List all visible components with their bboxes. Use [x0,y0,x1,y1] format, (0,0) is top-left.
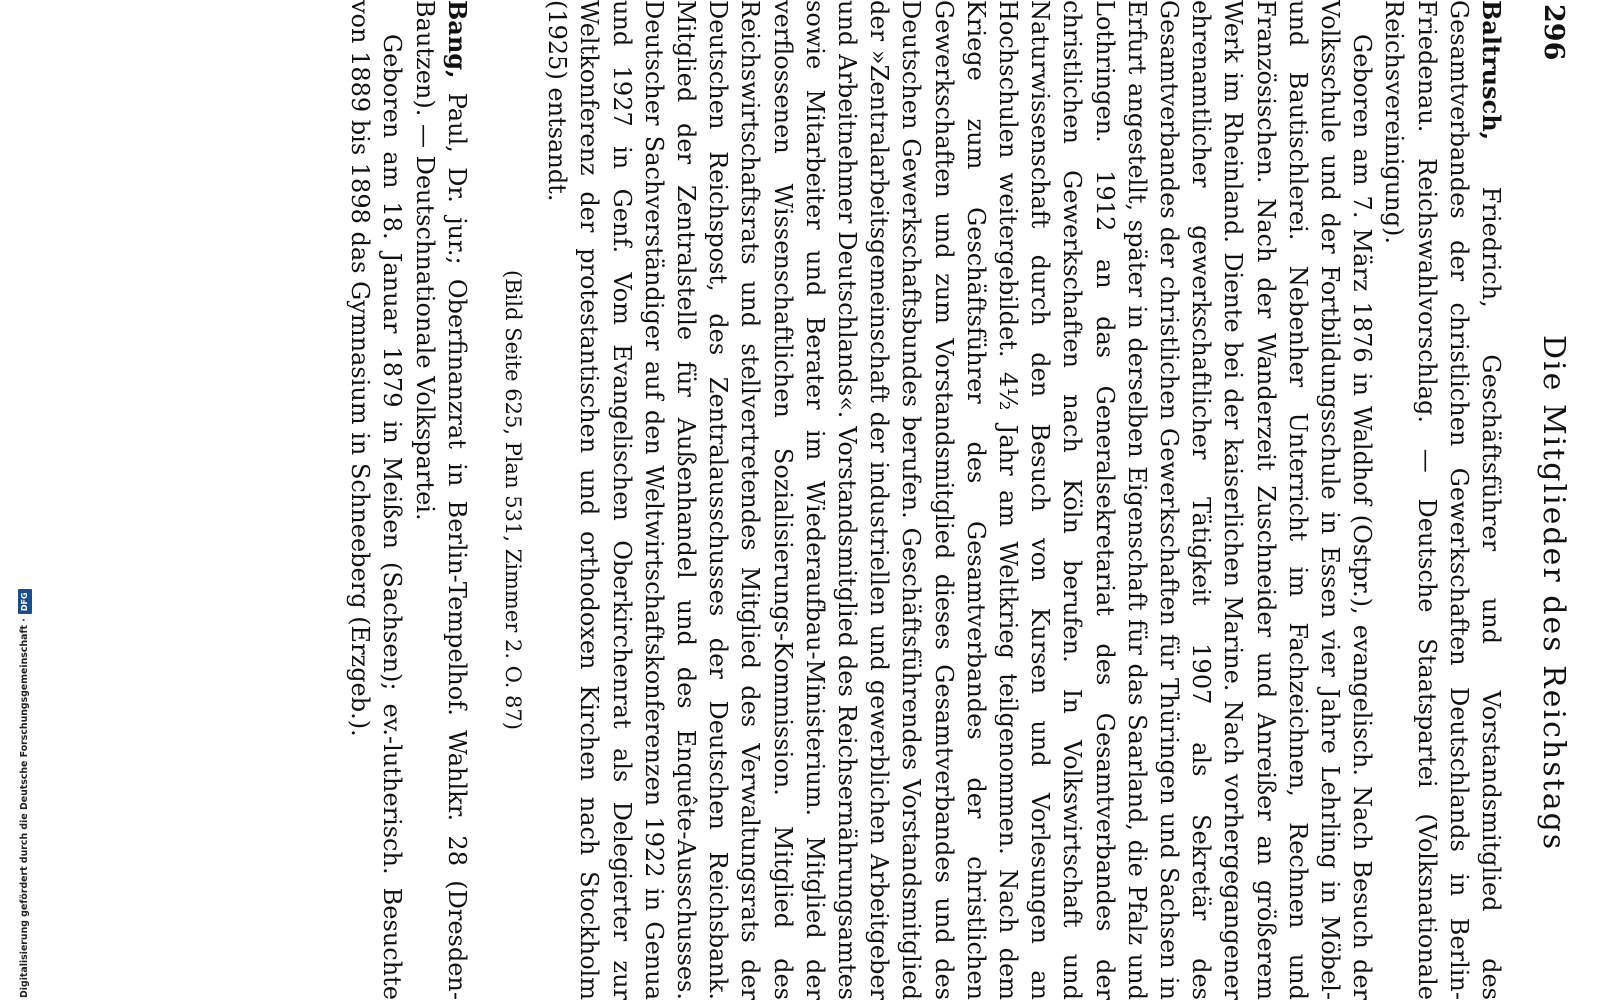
dfg-logo: DFG [18,589,32,614]
running-head [1527,0,1571,1000]
text-block [344,0,1507,1000]
digitization-sidebar [0,0,30,1000]
member-entry-baltrusch [499,0,1507,1000]
entry-header-text: Paul, Dr. jur.; Oberfinanzrat in Berlin-Tempelhof. Wahlkr. 28 (Dresden-Bautzen). — Deutschnationale Volkspartei. [410,0,471,1000]
entry-biography: Geboren am 18. Januar 1879 in Meißen (Sachsen); ev.-lutherisch. Besuchte von 1889 bis 1898 das Gymnasium in Schneeberg (Erzgeb.). [346,0,407,1000]
entry-header-text: Friedrich, Geschäftsführer und Vorstandsmitglied des Gesamtverbandes der christlichen Gewerkschaften Deutschlands in Berlin-Friedenau. Reichswahlvorschlag. — Deutsche Staatspartei (Volksnationale Reichsvereinigung). [1380,0,1505,1000]
entry-biography: Geboren am 7. März 1876 in Waldhof (Ostpr.), evangelisch. Nach Besuch der Volksschule und der Fortbildungsschule in Essen vier Jahre Lehrling in Möbel- und Bautischlerei. Nebenher Unterricht im Fachzeichnen, Rechnen und Französischen. Nach der Wanderzeit Zuschneider und Anreißer an größerem Werk im Rheinland. Diente bei der kaiserlichen Marine. Nach vorhergegangener ehrenamtlicher gewerkschaftlicher Tätigkeit 1907 als Sekretär des Gesamtverbandes der christlichen Gewerkschaften für Thüringen und Sachsen in Erfurt angestellt, später in derselben Eigenschaft für das Saarland, die Pfalz und Lothringen. 1912 an das Generalsekretariat des Gesamtverbandes der christlichen Gewerkschaften nach Köln berufen. In Volkswirtschaft und Naturwissenschaft durch den Besuch von Kursen und Vorlesungen an Hochschulen weitergebildet. 4½ Jahr am Weltkrieg teilgenommen. Nach dem Kriege zum Geschäftsführer des Gesamtverbandes der christlichen Gewerkschaften und zum Vorstandsmitglied dieses Gesamtverbandes und des Deutschen Gewerkschaftsbundes berufen. Geschäftsführendes Vorstandsmitglied der »Zentralarbeitsgemeinschaft der industriellen und gewerblichen Arbeitgeber und Arbeitnehmer Deutschlands«. Vorstandsmitglied des Reichsernährungsamtes sowie Mitarbeiter und Berater im Wiederaufbau-Ministerium. Mitglied der verflossenen Wissenschaftlichen Sozialisierungs-Kommission. Mitglied des Reichswirtschaftsrats und stellvertretendes Mitglied des Verwaltungsrats der Deutschen Reichspost, des Zentralausschusses der Deutschen Reichsbank. Mitglied der Zentralstelle für Außenhandel und des Enquête-Ausschusses. Deutscher Sachverständiger auf den Weltwirtschaftskonferenzen 1922 in Genua und 1927 in Genf. Vom Evangelischen Oberkirchenrat als Delegierter zur Weltkonferenz der protestantischen und orthodoxen Kirchen nach Stockholm (1925) entsandt. [543,0,1377,1000]
entry-surname: Bang, [442,0,472,79]
digitization-credit [18,578,32,998]
credit-text: Digitalisierung gefördert durch die Deutsche Forschungsgemeinschaft · [19,618,30,998]
picture-reference: (Bild Seite 625, Plan 531, Zimmer 2. O. 87) [500,270,525,730]
member-entry-bang [344,0,473,1000]
running-head-title: Die Mitglieder des Reichstags [1536,335,1571,852]
entry-header [1378,0,1507,1000]
entry-header [409,0,473,1000]
page-number: 296 [1538,4,1569,61]
entry-surname: Baltrusch, [1477,0,1506,141]
